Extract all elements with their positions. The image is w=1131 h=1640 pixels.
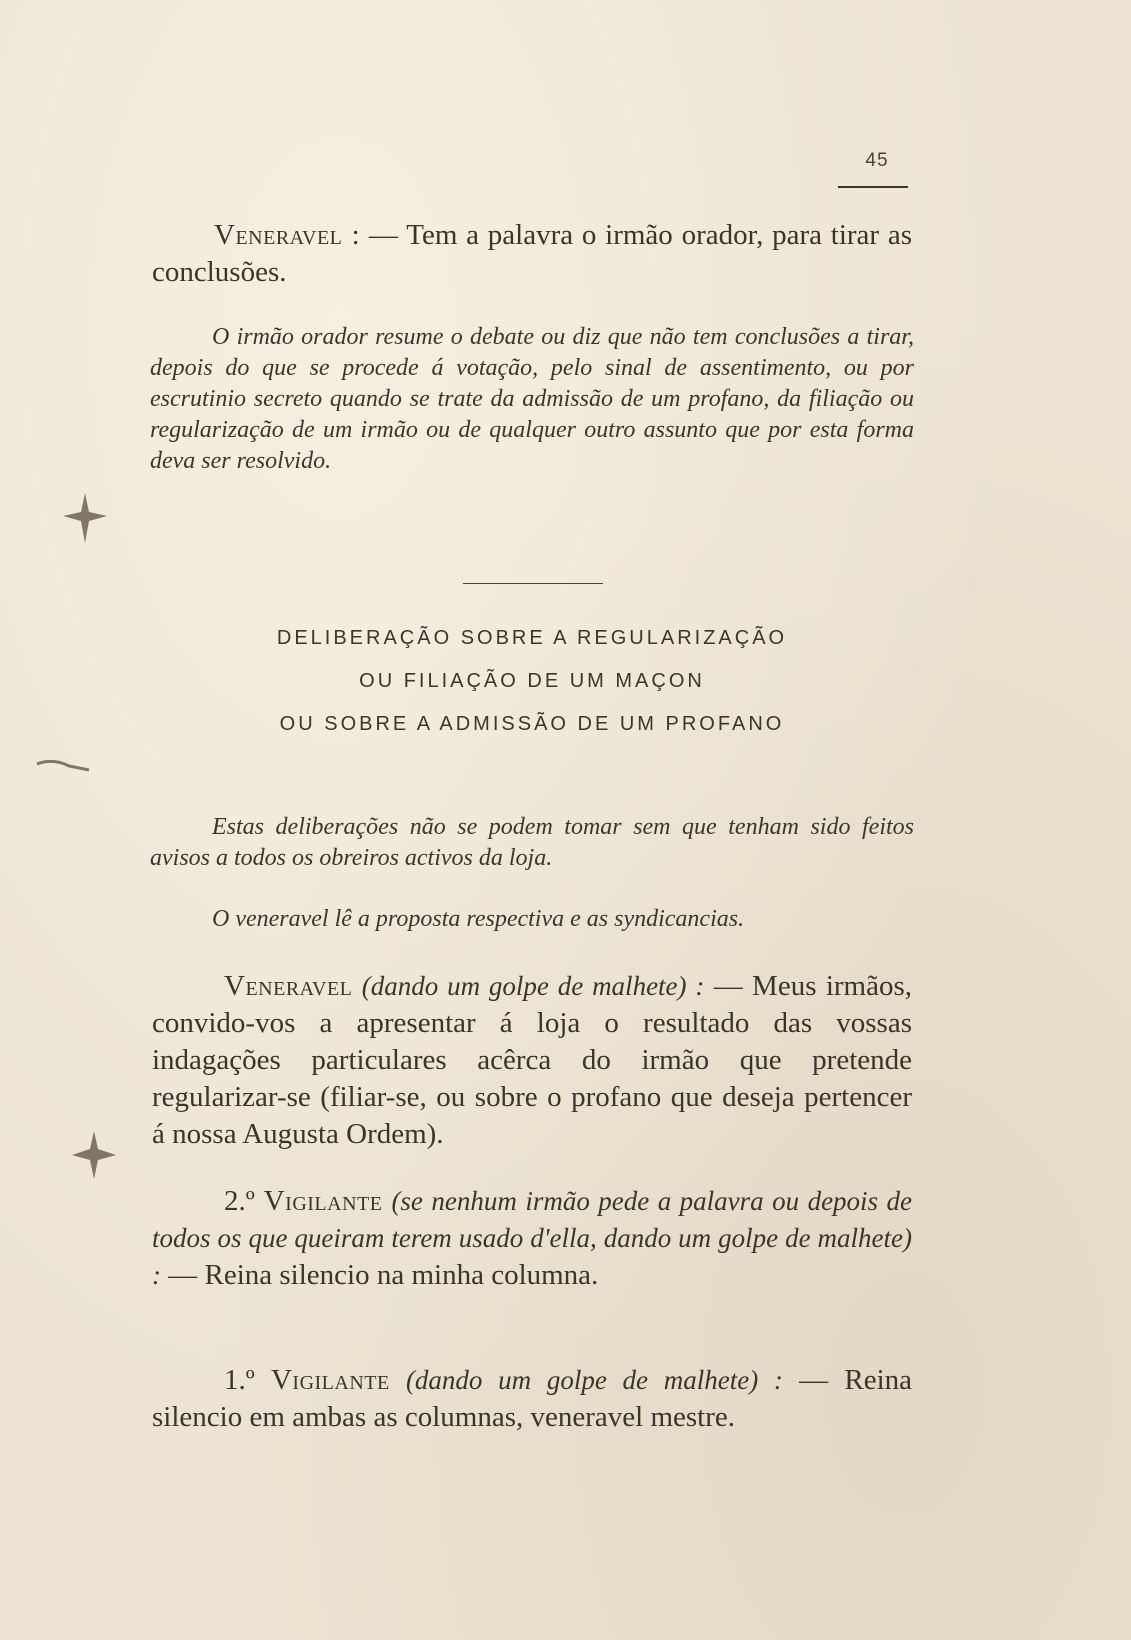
section-divider: [463, 583, 603, 584]
margin-mark-icon: [33, 752, 93, 776]
stage-direction-inline: (dando um golpe de malhete) :: [405, 1365, 783, 1395]
margin-ornament-icon: [55, 488, 115, 548]
page-number-rule: [838, 186, 908, 188]
ordinal: 1.º: [224, 1364, 255, 1396]
section-heading-line-3: OU SOBRE A ADMISSÃO DE UM PROFANO: [279, 713, 785, 735]
dialogue-text: — Tem a palavra o irmão orador, para tirar as conclusões.: [152, 219, 913, 288]
speaker-name: Vigilante: [270, 1364, 390, 1396]
dialogue-text: — Reina silencio em ambas as columnas, veneravel mestre.: [152, 1364, 912, 1433]
dialogue-second-vigilante: [152, 1183, 912, 1294]
section-heading-line-2: OU FILIAÇÃO DE UM MAÇON: [359, 670, 705, 692]
dialogue-veneravel-conclusions: [152, 217, 912, 291]
dialogue-veneravel-inquiry: [152, 968, 912, 1153]
dialogue-text: — Meus irmãos, convido-vos a apresentar á loja o resultado das vossas indagações particulares acêrca do irmão que pretende regularizar-se (filiar-se, ou sobre o profano que deseja pertencer á nossa Augusta Ordem).: [152, 970, 913, 1150]
stage-direction-inline: (se nenhum irmão pede a palavra ou depois de todos os que queiram terem usado d'ella, dando um golpe de malhete) :: [152, 1186, 913, 1290]
speaker-name: Veneravel: [224, 970, 353, 1002]
speaker-name: Vigilante: [263, 1185, 383, 1217]
section-heading-line-1: DELIBERAÇÃO SOBRE A REGULARIZAÇÃO: [276, 627, 788, 649]
stage-direction-vote: O irmão orador resume o debate ou diz que não tem conclusões a tirar, depois do que se procede á votação, pelo sinal de assentimento, ou por escrutinio secreto quando se trate da admissão de um profano, da filiação ou regularização de um irmão ou de qualquer outro assunto que por esta forma deva ser resolvido.: [150, 324, 914, 474]
speaker-name: Veneravel :: [214, 219, 361, 251]
dialogue-text: — Reina silencio na minha columna.: [168, 1259, 599, 1291]
stage-direction-proposal: O veneravel lê a proposta respectiva e as syndicancias.: [212, 906, 745, 932]
ordinal: 2.º: [224, 1185, 255, 1217]
page-number: 45: [865, 150, 889, 171]
stage-direction-inline: (dando um golpe de malhete) :: [361, 971, 705, 1001]
dialogue-first-vigilante: [152, 1362, 912, 1436]
stage-direction-notice: Estas deliberações não se podem tomar sem que tenham sido feitos avisos a todos os obreiros activos da loja.: [150, 814, 914, 871]
margin-ornament-icon: [66, 1125, 122, 1185]
